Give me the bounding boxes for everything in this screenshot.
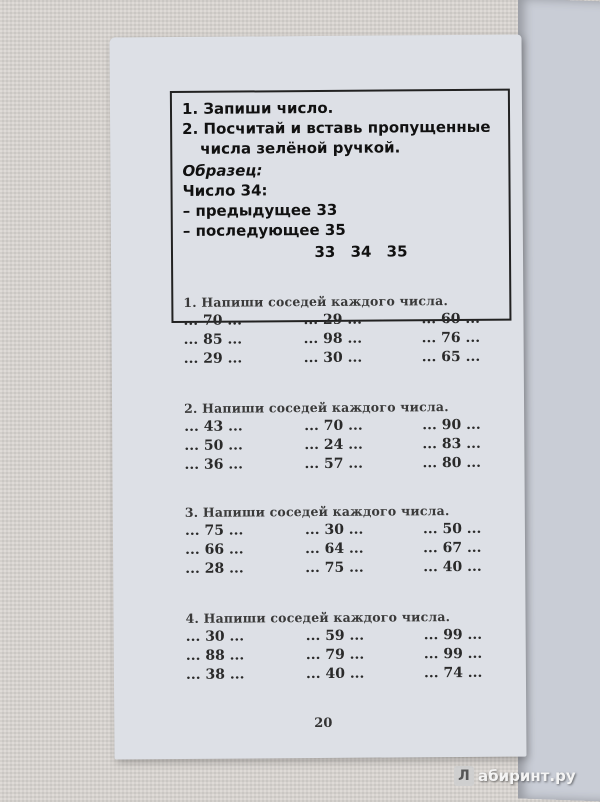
adjacent-page-edge xyxy=(518,0,600,802)
number-cell: ... 85 ... xyxy=(183,331,243,348)
number-cell: ... 50 ... xyxy=(184,437,243,454)
number-cell: ... 38 ... xyxy=(185,666,245,683)
exercise-1 xyxy=(183,293,513,367)
number-cell: ... 67 ... xyxy=(423,539,482,557)
number-cell: ... 99 ... xyxy=(423,626,483,644)
exercise-title: 4. Напиши соседей каждого числа. xyxy=(185,609,451,626)
instruction-step-2-continued: числа зелёной ручкой. xyxy=(200,138,401,158)
number-cell: ... 43 ... xyxy=(184,418,243,435)
number-cell: ... 30 ... xyxy=(304,521,364,539)
number-cell: ... 66 ... xyxy=(185,541,244,558)
workbook-page xyxy=(109,35,526,760)
number-cell: ... 80 ... xyxy=(422,454,482,472)
sample-label: Образец: xyxy=(182,161,263,180)
number-cell: ... 70 ... xyxy=(183,312,243,329)
exercise-title: 1. Напиши соседей каждого числа. xyxy=(183,293,449,310)
number-cell: ... 57 ... xyxy=(304,455,364,473)
number-grid xyxy=(186,627,516,683)
number-cell: ... 29 ... xyxy=(183,350,243,367)
number-cell: ... 99 ... xyxy=(423,645,483,663)
number-grid xyxy=(184,417,514,473)
number-cell: ... 65 ... xyxy=(421,348,481,366)
number-grid xyxy=(183,311,513,367)
watermark-text: абиринт.ру xyxy=(478,767,576,785)
number-cell: ... 75 ... xyxy=(184,522,244,539)
number-cell: ... 29 ... xyxy=(303,311,363,329)
number-cell: ... 83 ... xyxy=(422,435,481,453)
number-cell: ... 40 ... xyxy=(305,665,365,683)
instruction-step-1: 1. Запиши число. xyxy=(181,98,334,118)
number-cell: ... 98 ... xyxy=(303,330,363,348)
number-cell: ... 64 ... xyxy=(305,540,364,558)
number-cell: ... 79 ... xyxy=(305,646,365,664)
sample-sequence: 33 34 35 xyxy=(314,242,408,262)
sample-number: Число 34: xyxy=(182,181,268,200)
exercise-4 xyxy=(185,609,515,683)
watermark xyxy=(454,766,576,786)
exercise-2 xyxy=(184,399,514,473)
exercise-3 xyxy=(185,503,515,577)
number-cell: ... 30 ... xyxy=(185,628,245,645)
number-cell: ... 75 ... xyxy=(305,559,364,577)
number-cell: ... 30 ... xyxy=(303,349,363,367)
labirint-logo-icon: Л xyxy=(454,766,474,786)
number-cell: ... 36 ... xyxy=(184,456,244,473)
exercise-title: 2. Напиши соседей каждого числа. xyxy=(184,399,449,416)
number-cell: ... 40 ... xyxy=(423,558,482,576)
sample-next: – последующее 35 xyxy=(182,220,346,240)
number-cell: ... 70 ... xyxy=(304,417,363,435)
number-cell: ... 28 ... xyxy=(185,560,244,577)
page-number: 20 xyxy=(314,715,333,732)
instruction-box xyxy=(170,89,512,323)
number-cell: ... 76 ... xyxy=(421,329,481,347)
sample-previous: – предыдущее 33 xyxy=(182,200,338,220)
number-cell: ... 24 ... xyxy=(304,436,363,454)
instruction-step-2: 2. Посчитай и вставь пропущенные xyxy=(182,117,491,138)
number-cell: ... 60 ... xyxy=(421,310,480,328)
number-cell: ... 74 ... xyxy=(423,664,483,682)
number-cell: ... 88 ... xyxy=(185,647,245,664)
number-grid xyxy=(185,521,515,577)
number-cell: ... 59 ... xyxy=(305,627,365,645)
number-cell: ... 50 ... xyxy=(422,520,482,538)
number-cell: ... 90 ... xyxy=(422,416,481,434)
exercise-title: 3. Напиши соседей каждого числа. xyxy=(184,503,450,520)
